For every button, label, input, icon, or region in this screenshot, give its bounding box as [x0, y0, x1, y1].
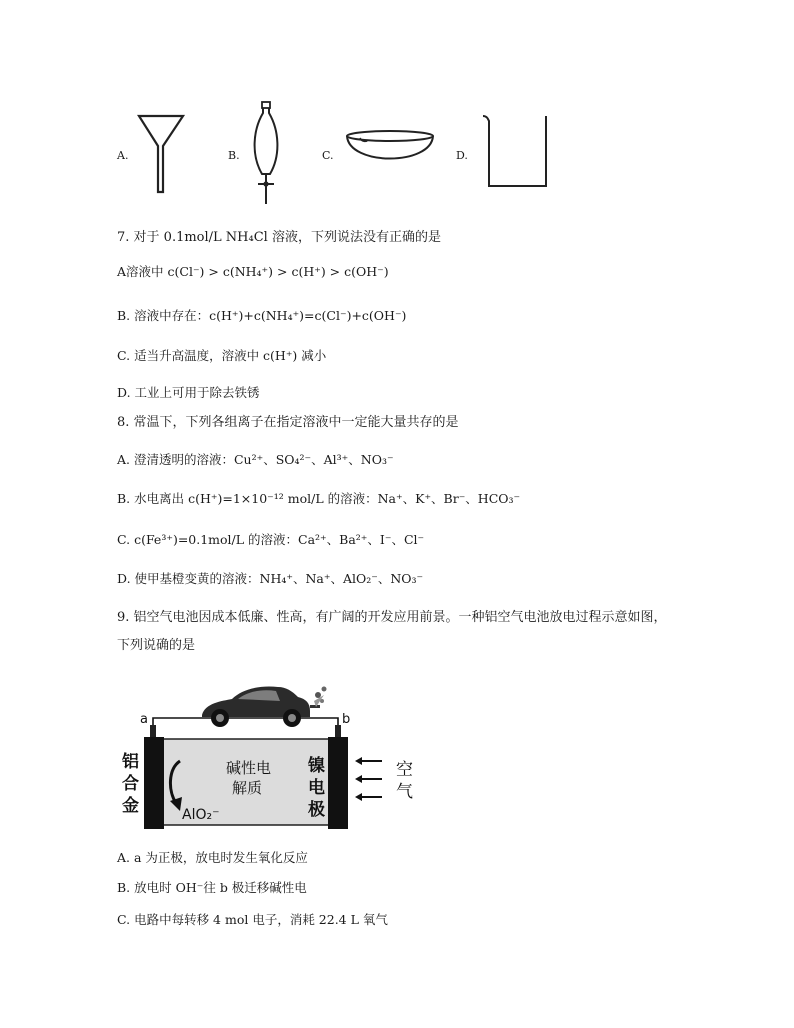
- electrolyte-label-line2: 解质: [232, 779, 263, 797]
- air-arrow-icons: [355, 757, 382, 801]
- q7-stem: 7. 对于 0.1mol/L NH₄Cl 溶液，下列说法没有正确的是: [117, 230, 441, 245]
- funnel-icon: [136, 112, 186, 194]
- option-d-label: D.: [456, 149, 468, 162]
- q8-option-a: A. 澄清透明的溶液：Cu²⁺、SO₄²⁻、Al³⁺、NO₃⁻: [117, 452, 394, 467]
- external-circuit-wire: [153, 718, 338, 725]
- q9-stem-line1: 9. 铝空气电池因成本低廉、性高，有广阔的开发应用前景。一种铝空气电池放电过程示意如图，: [117, 610, 667, 625]
- q8-stem: 8. 常温下，下列各组离子在指定溶液中一定能大量共存的是: [117, 415, 459, 430]
- q8-option-b: B. 水电离出 c(H⁺)=1×10⁻¹² mol/L 的溶液：Na⁺、K⁺、Br⁻、HCO₃⁻: [117, 491, 521, 506]
- aluminum-electrode: [144, 737, 164, 829]
- right-electrode-char-1: 镍: [308, 756, 325, 776]
- q7-option-c: C. 适当升高温度，溶液中 c(H⁺) 减小: [117, 348, 327, 363]
- option-b-label: B.: [228, 149, 240, 162]
- air-label-char-1: 空: [396, 760, 413, 780]
- air-label-char-2: 气: [396, 782, 413, 802]
- left-electrode-char-2: 合: [122, 774, 139, 794]
- product-label: AlO₂⁻: [182, 807, 220, 823]
- option-a-label: A.: [117, 149, 129, 162]
- aluminum-air-battery-diagram: [110, 665, 430, 835]
- separatory-funnel-icon: [246, 100, 286, 206]
- q9-option-a: A. a 为正极，放电时发生氧化反应: [117, 850, 308, 865]
- option-c-label: C.: [322, 149, 334, 162]
- q7-option-b: B. 溶液中存在：c(H⁺)+c(NH₄⁺)=c(Cl⁻)+c(OH⁻): [117, 308, 407, 323]
- nickel-electrode: [328, 737, 348, 829]
- q7-option-a: A溶液中 c(Cl⁻) > c(NH₄⁺) > c(H⁺) > c(OH⁻): [117, 264, 389, 279]
- q8-option-d: D. 使甲基橙变黄的溶液：NH₄⁺、Na⁺、AlO₂⁻、NO₃⁻: [117, 571, 424, 586]
- evaporating-dish-icon: [344, 128, 436, 174]
- left-electrode-char-1: 铝: [122, 752, 139, 772]
- right-electrode-char-3: 极: [308, 800, 325, 820]
- right-electrode-char-2: 电: [308, 778, 325, 798]
- q9-stem-line2: 下列说确的是: [117, 638, 196, 653]
- q8-option-c: C. c(Fe³⁺)=0.1mol/L 的溶液：Ca²⁺、Ba²⁺、I⁻、Cl⁻: [117, 532, 425, 547]
- q9-option-b: B. 放电时 OH⁻往 b 极迁移碱性电: [117, 880, 307, 895]
- terminal-b-label: b: [342, 712, 351, 727]
- terminal-a-label: a: [140, 712, 148, 727]
- electrolyte-label-line1: 碱性电: [226, 759, 272, 777]
- q9-option-c: C. 电路中每转移 4 mol 电子，消耗 22.4 L 氧气: [117, 912, 388, 927]
- q7-option-d: D. 工业上可用于除去铁锈: [117, 385, 260, 400]
- left-electrode-char-3: 金: [122, 796, 139, 816]
- car-icon: [202, 687, 327, 728]
- beaker-icon: [480, 112, 552, 190]
